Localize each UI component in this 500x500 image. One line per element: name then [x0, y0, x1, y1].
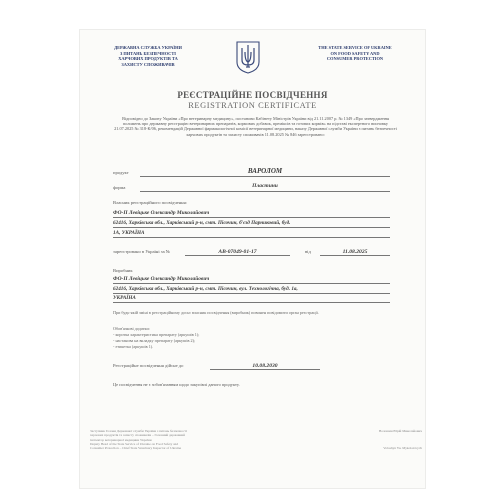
holder-underline: [113, 237, 390, 238]
manufacturer-name: ФО-П Левіцьке Олександр Миколайович: [113, 276, 210, 282]
manufacturer-underline: [113, 283, 390, 284]
holder-name: ФО-П Левіцьке Олександр Миколайович: [113, 210, 210, 216]
reg-number-label: зареєстровано в Україні за №: [113, 249, 171, 254]
validity-date: 10.08.2030: [252, 363, 278, 369]
validity-label: Реєстраційне посвідчення дійсне до: [113, 363, 184, 368]
signatory-line: Consumer Protection – Chief State Veterinary Inspector of Ukraine: [90, 446, 182, 451]
legal-intro: Відповідно до Закону України «Про ветеринарну медицину», постанови Кабінету Міністрів України від 21.11.2007 р. № 1349 «Про затвердження положень про державну реєстрацію ветеринарних препаратів, кормових добавок, преміксів та готових кормів» на підставі експертного висновку 21.07.2025 № 318-К/06, рекомендацій Державної фармакологічної комісії ветеринарної медицини, наказу Державної служби України з питань безпечності харчових продуктів та захисту споживачів 11.08.2025 № 846 зареєстровано:: [114, 116, 397, 137]
form-value: Пластини: [252, 182, 278, 189]
product-label: продукт: [113, 170, 129, 175]
signatory-title: [90, 429, 290, 450]
header-left: [88, 45, 208, 67]
coat-of-arms-icon: [235, 40, 261, 74]
signatory-line: Deputy Head of the State Service of Ukraine on Food Safety and: [90, 441, 179, 446]
title-ukrainian: РЕЄСТРАЦІЙНЕ ПОСВІДЧЕННЯ: [177, 90, 328, 100]
signatory-line: інспектор ветеринарної медицини України: [90, 437, 152, 442]
signatory-line: харчових продуктів та захисту споживачів – Головний державний: [90, 433, 185, 438]
header-left-line: ХАРЧОВИХ ПРОДУКТІВ ТА: [118, 56, 178, 62]
holder-address: 62416, Харківська обл., Харківський р-н, смт. Пісочин, б'єзд Парниковий, буд.: [113, 220, 291, 226]
manufacturer-address: УКРАЇНА: [113, 295, 136, 301]
manufacturer-underline: [113, 293, 390, 294]
header-left-line: ДЕРЖАВНА СЛУЖБА УКРАЇНИ: [114, 45, 182, 50]
holder-address: 1А, УКРАЇНА: [113, 230, 145, 236]
header-left-line: З ПИТАНЬ БЕЗПЕЧНОСТІ: [119, 50, 176, 56]
form-underline: [140, 191, 390, 192]
header-right-line: THE STATE SERVICE OF UKRAINE: [318, 45, 392, 50]
purchase-note: Це посвідчення не є зобов'язанням щодо закупівлі даного продукту.: [113, 382, 240, 387]
header-left-line: ЗАХИСТУ СПОЖИВАЧІВ: [121, 61, 175, 67]
manufacturer-label: Виробник: [113, 268, 133, 273]
signatory-name-en: Voloshyn Yu. Mykolaiovych: [383, 446, 422, 450]
validity-underline: [210, 369, 320, 370]
header-right: [292, 45, 418, 62]
form-label: форма: [113, 185, 126, 190]
signatory-line: Заступник Голови Державної служби України з питань безпечності: [90, 429, 188, 433]
signatory-name-uk: Волошин Юрій Миколайович: [379, 429, 422, 433]
header-right-line: CONSUMER PROTECTION: [326, 56, 384, 62]
attachment-item: - настанова на вкладку препарату (аркушів 2);: [113, 338, 196, 343]
reg-number-value: AB-07049-01-17: [218, 249, 257, 255]
reg-date-value: 11.08.2025: [342, 249, 368, 255]
title-english: REGISTRATION CERTIFICATE: [188, 101, 317, 110]
holder-underline: [113, 227, 390, 228]
change-notice: При будь-якій зміні в реєстраційному досьє власник посвідчення (виробник) повинен повідомити орган реєстрації.: [113, 310, 319, 315]
product-value: ВАРОЛОМ: [247, 166, 283, 175]
holder-underline: [113, 217, 390, 218]
attachments-title: Обов'язкові додатки:: [113, 326, 150, 331]
manufacturer-address: 62416, Харківська обл., Харківський р-н, смт. Пісочин, вул. Технологічна, буд. 1а,: [113, 286, 298, 292]
reg-number-underline: [185, 255, 290, 256]
header-right-line: ON FOOD SAFETY AND: [330, 50, 380, 56]
attachment-item: - етикетка (аркушів 1).: [113, 344, 154, 349]
attachment-item: - коротка характеристика препарату (аркушів 1);: [113, 332, 200, 337]
holder-label: Власник реєстраційного посвідчення:: [113, 200, 187, 205]
certificate-sheet: [80, 30, 425, 488]
manufacturer-underline: [113, 302, 390, 303]
reg-date-label: від: [305, 249, 311, 254]
reg-date-underline: [320, 255, 390, 256]
product-underline: [140, 176, 390, 177]
